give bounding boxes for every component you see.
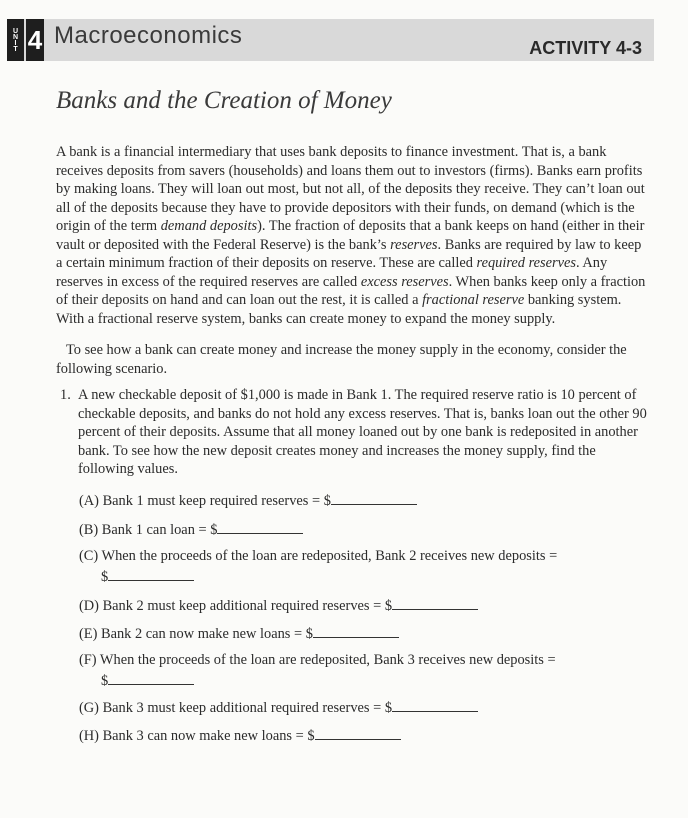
term-excess-reserves: excess reserves <box>360 273 449 290</box>
question-text: A new checkable deposit of $1,000 is made in Bank 1. The required reserve ratio is 10 percent of checkable deposits, and banks do not hold any excess reserves. That is, banks loan out the other 90 percent of their deposits. Assume that all money loaned out by one bank is redeposited in another bank. To see how the new deposit creates money and increases the money supply, find the following values. <box>78 387 647 477</box>
question-1 <box>60 386 648 479</box>
answer-blank-c[interactable] <box>108 566 194 581</box>
answer-blank-a[interactable] <box>331 490 417 505</box>
term-demand-deposits: demand deposits <box>160 218 258 234</box>
question-number: 1. <box>60 387 71 403</box>
item-f: (F) When the proceeds of the loan are redeposited, Bank 3 receives new deposits = $ <box>79 652 556 689</box>
item-e: (E) Bank 2 can now make new loans = $ <box>79 623 399 644</box>
answer-blank-b[interactable] <box>217 519 303 534</box>
unit-tab: UNIT <box>7 19 24 61</box>
page-title: Banks and the Creation of Money <box>56 87 392 114</box>
answer-blank-f[interactable] <box>108 670 194 685</box>
unit-title: Macroeconomics <box>54 22 243 49</box>
scenario-paragraph: To see how a bank can create money and increase the money supply in the economy, consider the following scenario. <box>56 342 627 377</box>
activity-label: ACTIVITY 4-3 <box>529 38 642 58</box>
item-d: (D) Bank 2 must keep additional required reserves = $ <box>79 595 478 616</box>
unit-number: 4 <box>26 19 44 61</box>
answer-blank-d[interactable] <box>392 595 478 610</box>
term-fractional-reserve: fractional reserve <box>422 292 525 308</box>
item-h: (H) Bank 3 can now make new loans = $ <box>79 725 401 746</box>
answer-blank-h[interactable] <box>315 725 401 740</box>
item-a: (A) Bank 1 must keep required reserves = $ <box>79 490 417 511</box>
item-c: (C) When the proceeds of the loan are redeposited, Bank 2 receives new deposits = $ <box>79 548 558 585</box>
term-required-reserves: required reserves <box>476 255 577 271</box>
term-reserves: reserves <box>390 236 438 253</box>
item-b: (B) Bank 1 can loan = $ <box>79 519 303 540</box>
item-g: (G) Bank 3 must keep additional required reserves = $ <box>79 697 478 718</box>
answer-blank-g[interactable] <box>392 697 478 712</box>
intro-paragraph: A bank is a financial intermediary that uses bank deposits to finance investment. That is, a bank receives deposits from savers (households) and loans them out to investors (firms). Banks earn profits by making loans. They will loan out most, but not all, of the deposits they receive. They can’t loan out all of the deposits because they have to provide depositors with their funds, on demand (which is the origin of the term demand deposits). The fraction of deposits that a bank keeps on hand (either in their vault or deposited with the Federal Reserve) is the bank’s reserves. Banks are required by law to keep a certain minimum fraction of their deposits on reserve. These are called required reserves. Any reserves in excess of the required reserves are called excess reserves. When banks keep only a fraction of their deposits on hand and can loan out the rest, it is called a fractional reserve banking system. With a fractional reserve system, banks can create money to expand the money supply. <box>56 144 646 327</box>
answer-blank-e[interactable] <box>313 623 399 638</box>
